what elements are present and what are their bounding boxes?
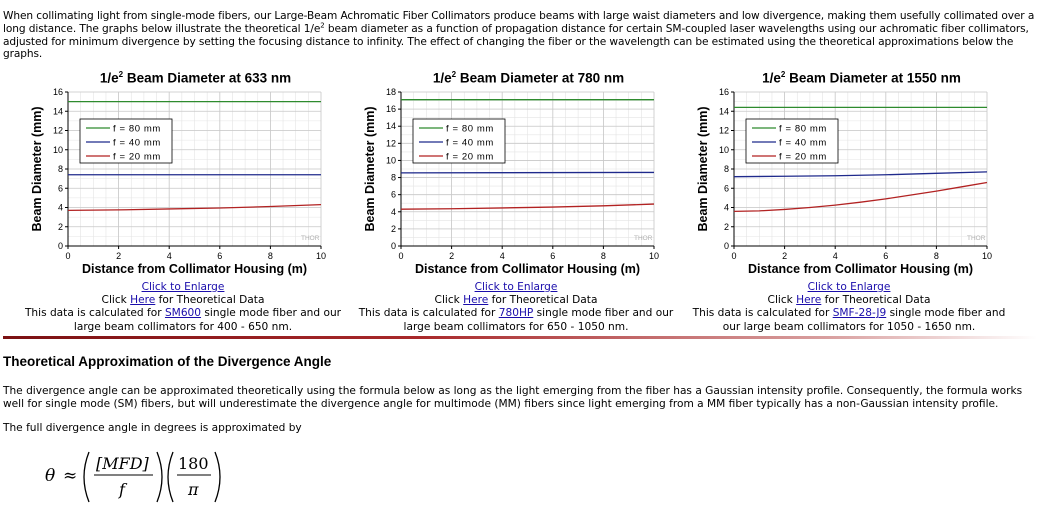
beam-diameter-chart-780[interactable] xyxy=(351,84,681,279)
x-tick-label: 10 xyxy=(648,251,660,261)
divergence-formula xyxy=(45,448,245,506)
y-tick-label: 8 xyxy=(57,164,63,174)
legend-label: f = 80 mm xyxy=(446,123,494,135)
x-tick-label: 2 xyxy=(116,251,122,261)
enlarge-link[interactable]: Click to Enlarge xyxy=(807,281,891,293)
formula-theta: θ xyxy=(45,466,56,486)
chart-title: $1/e^2$ Beam Diameter at 780 nm xyxy=(432,70,625,86)
chart-title: $1/e^2$ Beam Diameter at 633 nm xyxy=(99,70,292,86)
intro-text-1: When collimating light from single-mode fibers, our Large-Beam Achromatic Fiber Collimators produce beams with large waist diameters and low divergence, making them usefully collimated over a long distance. The graphs below illustrate the theoretical 1/e xyxy=(3,10,1035,35)
chart-caption: Click to Enlarge Click Here for Theoretical Data This data is calculated for SMF-28-J9 single mode fiber and our large beam collimators for 1050 - 1650 nm. xyxy=(692,281,1006,333)
legend-label: f = 80 mm xyxy=(779,123,827,135)
y-tick-label: 16 xyxy=(52,87,63,97)
y-tick-label: 10 xyxy=(385,155,396,166)
legend-label: f = 20 mm xyxy=(446,151,494,163)
y-tick-label: 6 xyxy=(57,183,63,194)
x-tick-label: 10 xyxy=(981,251,993,261)
x-tick-label: 8 xyxy=(267,251,273,261)
y-tick-label: 16 xyxy=(385,104,396,115)
x-tick-label: 4 xyxy=(832,251,838,261)
intro-text-2: beam diameter as a function of propagation distance for certain SM-coupled laser wavelengths using our achromatic fiber collimators, adjusted for minimum divergence by setting the focusing distance to infinity. The effect of changing the fiber or the wavelength can be estimated using the theoretical approximations below the graphs. xyxy=(3,22,1029,61)
intro-sup: 2 xyxy=(320,21,325,30)
x-tick-label: 0 xyxy=(65,251,71,261)
formula-denominator-2: π xyxy=(188,480,199,499)
x-tick-label: 10 xyxy=(315,251,327,261)
y-tick-label: 0 xyxy=(390,241,396,251)
y-axis-label: Beam Diameter (mm) xyxy=(363,106,377,232)
section-heading: Theoretical Approximation of the Divergence Angle xyxy=(3,354,332,369)
theoretical-data-link[interactable]: Here xyxy=(463,294,489,307)
y-tick-label: 6 xyxy=(723,183,729,194)
formula-numerator-2: 180 xyxy=(178,454,209,473)
formula-approx: ≈ xyxy=(63,466,78,486)
x-tick-label: 4 xyxy=(166,251,172,261)
enlarge-link[interactable]: Click to Enlarge xyxy=(141,281,225,293)
formula-intro: The full divergence angle in degrees is approximated by xyxy=(3,422,302,434)
legend-label: f = 20 mm xyxy=(113,151,161,163)
x-tick-label: 0 xyxy=(731,251,737,261)
enlarge-link[interactable]: Click to Enlarge xyxy=(474,281,558,293)
y-tick-label: 0 xyxy=(57,241,63,251)
x-tick-label: 0 xyxy=(398,251,404,261)
y-tick-label: 14 xyxy=(52,106,63,117)
x-tick-label: 2 xyxy=(782,251,788,261)
chart-caption: Click to Enlarge Click Here for Theoretical Data This data is calculated for 780HP single mode fiber and our large beam collimators for 650 - 1050 nm. xyxy=(358,281,674,333)
fiber-link-smf28[interactable]: SMF-28-J9 xyxy=(832,307,887,320)
y-tick-label: 10 xyxy=(718,144,729,155)
watermark: THOR xyxy=(301,235,320,242)
chart-block-780 xyxy=(351,66,681,336)
y-tick-label: 8 xyxy=(723,164,729,174)
beam-diameter-chart-1550[interactable] xyxy=(684,84,1014,279)
y-tick-label: 4 xyxy=(723,202,729,213)
x-tick-label: 4 xyxy=(499,251,505,261)
y-tick-label: 8 xyxy=(390,172,396,183)
legend-label: f = 20 mm xyxy=(779,151,827,163)
y-tick-label: 12 xyxy=(718,125,729,136)
y-tick-label: 2 xyxy=(723,221,729,232)
y-axis-label: Beam Diameter (mm) xyxy=(30,106,44,232)
x-tick-label: 8 xyxy=(600,251,606,261)
x-tick-label: 8 xyxy=(933,251,939,261)
formula-numerator-1: [MFD] xyxy=(96,454,149,473)
x-tick-label: 6 xyxy=(883,251,889,261)
formula-denominator-1: f xyxy=(119,480,125,499)
y-tick-label: 0 xyxy=(723,241,729,251)
y-tick-label: 2 xyxy=(390,223,396,234)
y-tick-label: 14 xyxy=(385,121,396,132)
y-tick-label: 12 xyxy=(52,125,63,136)
chart-block-633 xyxy=(18,66,348,336)
y-tick-label: 10 xyxy=(52,144,63,155)
fiber-link-sm600[interactable]: SM600 xyxy=(164,307,202,320)
beam-diameter-chart-633[interactable] xyxy=(18,84,348,279)
y-tick-label: 4 xyxy=(390,206,396,217)
x-tick-label: 6 xyxy=(217,251,223,261)
y-tick-label: 4 xyxy=(57,202,63,213)
chart-caption: Click to Enlarge Click Here for Theoretical Data This data is calculated for SM600 single mode fiber and our large beam collimators for 400 - 650 nm. xyxy=(24,281,342,333)
y-tick-label: 18 xyxy=(385,87,396,97)
theoretical-data-link[interactable]: Here xyxy=(130,294,156,307)
fiber-link-780hp[interactable]: 780HP xyxy=(498,307,534,320)
x-tick-label: 2 xyxy=(449,251,455,261)
theoretical-data-link[interactable]: Here xyxy=(796,294,822,307)
chart-block-1550 xyxy=(684,66,1014,336)
x-axis-label: Distance from Collimator Housing (m) xyxy=(414,262,641,276)
y-tick-label: 12 xyxy=(385,138,396,149)
y-tick-label: 16 xyxy=(718,87,729,97)
x-axis-label: Distance from Collimator Housing (m) xyxy=(747,262,974,276)
x-axis-label: Distance from Collimator Housing (m) xyxy=(81,262,308,276)
legend-label: f = 40 mm xyxy=(779,137,827,149)
y-axis-label: Beam Diameter (mm) xyxy=(696,106,710,232)
legend-label: f = 40 mm xyxy=(446,137,494,149)
y-tick-label: 6 xyxy=(390,189,396,200)
y-tick-label: 14 xyxy=(718,106,729,117)
legend-label: f = 80 mm xyxy=(113,123,161,135)
intro-paragraph xyxy=(3,10,1037,61)
x-tick-label: 6 xyxy=(550,251,556,261)
chart-title: $1/e^2$ Beam Diameter at 1550 nm xyxy=(762,70,961,86)
y-tick-label: 2 xyxy=(57,221,63,232)
section-divider xyxy=(3,336,1037,339)
watermark: THOR xyxy=(967,235,986,242)
legend-label: f = 40 mm xyxy=(113,137,161,149)
watermark: THOR xyxy=(634,235,653,242)
divergence-paragraph: The divergence angle can be approximated theoretically using the formula below as long as the light emerging from the fiber has a Gaussian intensity profile. Consequently, the formula works well for single mode (SM) fibers, but will underestimate the divergence angle for multimode (MM) fibers since light emerging from a MM fiber typically has a non-Gaussian intensity profile. xyxy=(3,385,1023,410)
